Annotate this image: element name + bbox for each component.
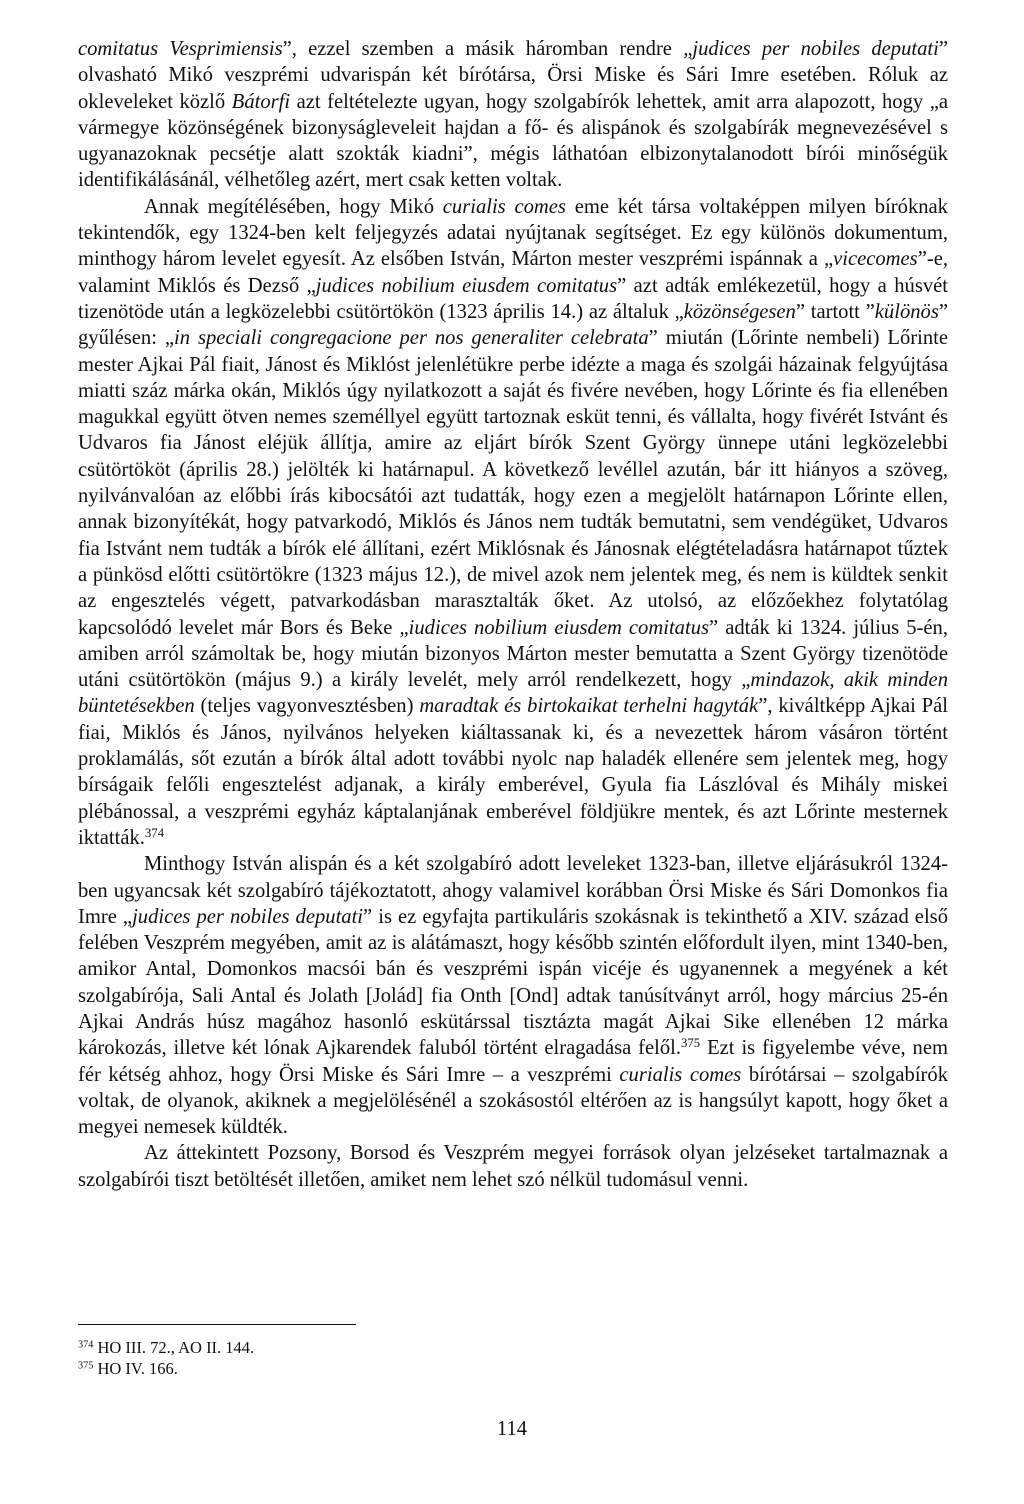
- footnotes: [78, 1337, 948, 1379]
- text-run: ” azt adták emlékezetül, hogy a húsvét tizenötöde után a legközelebbi csütörtökön (1323 április 14.) az általuk „: [78, 274, 948, 323]
- italic-text: mindazok, akik minden büntetésekben: [78, 669, 948, 718]
- footnote-text: HO IV. 166.: [93, 1359, 178, 1378]
- footnote: [78, 1358, 948, 1379]
- text-run: ”, ezzel szemben a másik háromban rendre „: [282, 38, 693, 60]
- text-run: ”, kiváltképp Ajkai Pál fiai, Miklós és János, nyilvános helyeken kiáltassanak ki, és a nevezettek három vásáron történt proklamálás, sőt ezután a bírók által adott további nyolc nap haladék ellenére sem jelentek meg, hogy bírságaik felőli engesztelést adjanak, a király emberével, Gyula fia Lászlóval és Mihály miskei plébánossal, a veszprémi egyház káptalanjának emberével földjükre mentek, és azt Lőrinte mesternek iktatták.: [78, 695, 948, 849]
- text-run: Annak megítélésében, hogy Mikó: [144, 195, 443, 218]
- italic-text: vicecomes: [833, 248, 918, 271]
- page-number: 114: [496, 1418, 528, 1440]
- text-run: Ezt is figyelembe véve, nem fér kétség ahhoz, hogy Örsi Miske és Sári Imre – a veszprémi: [78, 1037, 948, 1086]
- text-run: ” gyűlésen: „: [78, 300, 948, 350]
- text-run: ” miután (Lőrinte nembeli) Lőrinte mester Ajkai Pál fiait, Jánost és Miklóst jelenlétükre perbe idézte a maga és szolgái házainak felgyújtása miatti száz márka okán, Miklós úgy nyilatkozott a saját és fivére nevében, hogy Lőrinte és fia ellenében magukkal együtt ötven nemes személlyel együtt tartoznak esküt tenni, és vállalta, hogy fivérét Istvánt és Udvaros fia Jánost eléjük állítja, amire az eljárt bírók Szent György ünnepe utáni legközelebbi csütörtököt (április 28.) jelölték ki határnapul. A következő levéllel azután, bár itt hiányos a szöveg, nyilvánvalóan az előbbi írás kibocsátói azt tudatták, hogy ezen a megjelölt határnapon Lőrinte ellen, annak bizonyítékát, hogy patvarkodó, Miklós és János nem tudták bemutatni, sem vendégüket, Udvaros fia Istvánt nem tudták a bírók elé állítani, ezért Miklósnak és Jánosnak elégtételadásra határnapot tűztek a pünkösd előtti csütörtökre (1323 május 12.), de mivel azok nem jelentek meg, és nem is küldtek senkit az engesztelés végett, patvarkodásban marasztalták őket. Az utolsó, az előzőekhez folytatólag kapcsolódó levelet már Bors és Beke „: [78, 327, 948, 639]
- footnote: [78, 1337, 948, 1358]
- paragraph: [78, 36, 948, 194]
- italic-text: maradtak és birtokaikat terhelni hagyták: [419, 695, 759, 718]
- text-run: ” tartott ”: [795, 300, 875, 323]
- text-run: ”-e, valamint Miklós és Dezső „: [78, 248, 948, 297]
- footnote-ref: 374: [144, 825, 165, 840]
- paragraph: [78, 1140, 948, 1193]
- text-run: ” olvasható Mikó veszprémi udvarispán két bírótársa, Örsi Miske és Sári Imre esetében. Róluk az okleveleket közlő: [78, 38, 948, 113]
- footnote-text: HO III. 72., AO II. 144.: [93, 1338, 255, 1357]
- italic-text: curialis comes: [442, 195, 566, 218]
- paragraph: [78, 194, 948, 851]
- italic-text: judices per nobiles deputati: [132, 905, 364, 928]
- text-run: Minthogy István alispán és a két szolgabíró adott leveleket 1323-ban, illetve eljárásukról 1324-ben ugyancsak két szolgabíró tájékoztatott, ahogy valamivel korábban Örsi Miske és Sári Domonkos fia Imre „: [78, 853, 948, 928]
- italic-text: curialis comes: [619, 1063, 742, 1086]
- text-run: bírótársai – szolgabírók voltak, de olyanok, akiknek a megjelölésénél a szokásostól eltérően az is hangsúlyt kapott, hogy őket a megyei nemesek küldték.: [78, 1063, 949, 1139]
- italic-text: judices per nobiles deputati: [692, 38, 939, 60]
- footnote-number: 374: [78, 1339, 94, 1351]
- italic-text: közönségesen: [683, 300, 796, 323]
- footnote-separator: [78, 1324, 356, 1325]
- italic-text: Bátorfi: [231, 90, 291, 113]
- text-run: Az áttekintett Pozsony, Borsod és Veszprém megyei források olyan jelzéseket tartalmaznak a szolgabírói tiszt betöltését illetően, amiket nem lehet szó nélkül tudomásul venni.: [78, 1142, 948, 1191]
- italic-text: in speciali congregacione per nos generaliter celebrata: [174, 327, 649, 350]
- body-text: [78, 36, 948, 1193]
- text-run: azt feltételezte ugyan, hogy szolgabírók lehettek, amit arra alapozott, hogy „a vármegye közönségének bizonyságleveleit hajdan a fő- és alispánok és szolgabírák megnevezésével s ugyanazoknak pecsétje alatt szokták kiadni”, mégis láthatóan elbizonytalanodott bírói minőségük identifikálásánál, vélhetőleg azért, mert csak ketten voltak.: [78, 90, 948, 192]
- italic-text: iudices nobilium eiusdem comitatus: [408, 616, 709, 639]
- text-run: ” adták ki 1324. július 5-én, amiben arról számoltak be, hogy miután bizonyos Márton mester bemutatta a Szent György tizenötöde utáni csütörtökön (május 9.) a király levelét, mely arról rendelkezett, hogy „: [78, 616, 948, 692]
- italic-text: judices nobilium eiusdem comitatus: [315, 274, 618, 297]
- paragraph: [78, 851, 948, 1140]
- text-run: ” is ez egyfajta partikuláris szokásnak is tekinthető a XIV. század első felében Veszprém megyében, amit az is alátámaszt, hogy később szintén előfordult ilyen, mint 1340-ben, amikor Antal, Domonkos macsói bán és veszprémi ispán vicéje és ugyanennek a megyének a két szolgabírója, Sali Antal és Jolath [Jolád] fia Onth [Ond] adtak tanúsítványt arról, hogy március 25-én Ajkai András húsz magához hasonló eskütárssal tisztázta magát Ajkai Sike ellenében 12 márka károkozás, illetve két lónak Ajkarendek faluból történt elragadása felől.: [78, 905, 948, 1060]
- footnote-number: 375: [78, 1360, 94, 1372]
- footnote-ref: 375: [681, 1036, 701, 1051]
- italic-text: comitatus Vesprimiensis: [78, 38, 283, 60]
- italic-text: különös: [874, 300, 939, 323]
- text-run: eme két társa voltaképpen milyen bíróknak tekintendők, egy 1324-ben kelt feljegyzés adatai nyújtanak segítséget. Ez egy különös dokumentum, minthogy három levelet egyesít. Az elsőben István, Márton mester veszprémi ispánnak a „: [78, 195, 948, 271]
- text-run: (teljes vagyonvesztésben): [194, 695, 420, 718]
